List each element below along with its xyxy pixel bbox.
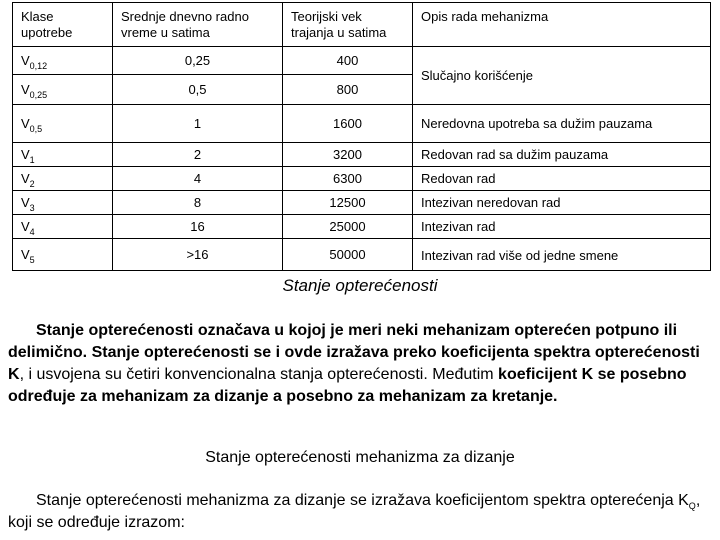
class-cell: $V_3$ bbox=[13, 191, 113, 215]
paragraph-plain-1: , i usvojena su četiri konvencionalna stanja opterećenosti. Međutim bbox=[19, 366, 499, 383]
class-cell: $V_2$ bbox=[13, 167, 113, 191]
hours-cell: 8 bbox=[113, 191, 283, 215]
life-cell: 1600 bbox=[283, 105, 413, 143]
hours-cell: 1 bbox=[113, 105, 283, 143]
life-cell: 6300 bbox=[283, 167, 413, 191]
table-row bbox=[13, 47, 711, 75]
desc-cell: Slučajno korišćenje bbox=[413, 47, 711, 105]
desc-cell: Redovan rad bbox=[413, 167, 711, 191]
life-cell: 50000 bbox=[283, 239, 413, 271]
hours-cell: 16 bbox=[113, 215, 283, 239]
table-row bbox=[13, 239, 711, 271]
desc-cell: Intezivan neredovan rad bbox=[413, 191, 711, 215]
life-cell: 25000 bbox=[283, 215, 413, 239]
class-cell: $V_{0,5}$ bbox=[13, 105, 113, 143]
table-row bbox=[13, 215, 711, 239]
table-caption: Stanje opterećenosti bbox=[282, 276, 438, 295]
header-vek: Teorijski vek trajanja u satima bbox=[283, 3, 413, 47]
header-klase: Klase upotrebe bbox=[13, 3, 113, 47]
hours-cell: 0,25 bbox=[113, 47, 283, 75]
table-row bbox=[13, 191, 711, 215]
subscript-q: Q bbox=[688, 501, 696, 511]
header-opis: Opis rada mehanizma bbox=[413, 3, 711, 47]
hours-cell: >16 bbox=[113, 239, 283, 271]
table-row bbox=[13, 167, 711, 191]
section-heading: Stanje opterećenosti mehanizma za dizanje bbox=[205, 449, 515, 466]
hours-cell: 0,5 bbox=[113, 75, 283, 105]
life-cell: 400 bbox=[283, 47, 413, 75]
life-cell: 3200 bbox=[283, 143, 413, 167]
paragraph-lifting bbox=[8, 490, 713, 534]
desc-cell: Redovan rad sa dužim pauzama bbox=[413, 143, 711, 167]
desc-cell: Intezivan rad više od jedne smene bbox=[413, 239, 711, 271]
header-vreme: Srednje dnevno radno vreme u satima bbox=[113, 3, 283, 47]
paragraph-bold-1: Stanje opterećenosti označava u kojoj je meri neki mehanizam opterećen potpuno ili delimično. Stanje opterećenosti se i ovde izražava preko koeficijenta spektra opterećenosti K bbox=[8, 322, 700, 383]
table-header-row bbox=[13, 3, 711, 47]
life-cell: 800 bbox=[283, 75, 413, 105]
usage-class-table bbox=[12, 2, 711, 271]
paragraph-text-2: , koji se određuje izrazom: bbox=[8, 492, 701, 531]
class-cell: $V_4$ bbox=[13, 215, 113, 239]
table-row bbox=[13, 105, 711, 143]
hours-cell: 2 bbox=[113, 143, 283, 167]
paragraph-text-1: Stanje opterećenosti mehanizma za dizanje se izražava koeficijentom spektra opterećenja K bbox=[36, 492, 689, 509]
desc-cell: Intezivan rad bbox=[413, 215, 711, 239]
life-cell: 12500 bbox=[283, 191, 413, 215]
paragraph-load-state bbox=[8, 320, 713, 408]
desc-cell: Neredovna upotreba sa dužim pauzama bbox=[413, 105, 711, 143]
hours-cell: 4 bbox=[113, 167, 283, 191]
paragraph-bold-2: koeficijent K se posebno određuje za mehanizam za dizanje a posebno za mehanizam za kretanje. bbox=[8, 366, 687, 405]
class-cell: $V_{0,12}$ bbox=[13, 47, 113, 75]
table-row bbox=[13, 143, 711, 167]
class-cell: $V_{0,25}$ bbox=[13, 75, 113, 105]
class-cell: $V_5$ bbox=[13, 239, 113, 271]
class-cell: $V_1$ bbox=[13, 143, 113, 167]
